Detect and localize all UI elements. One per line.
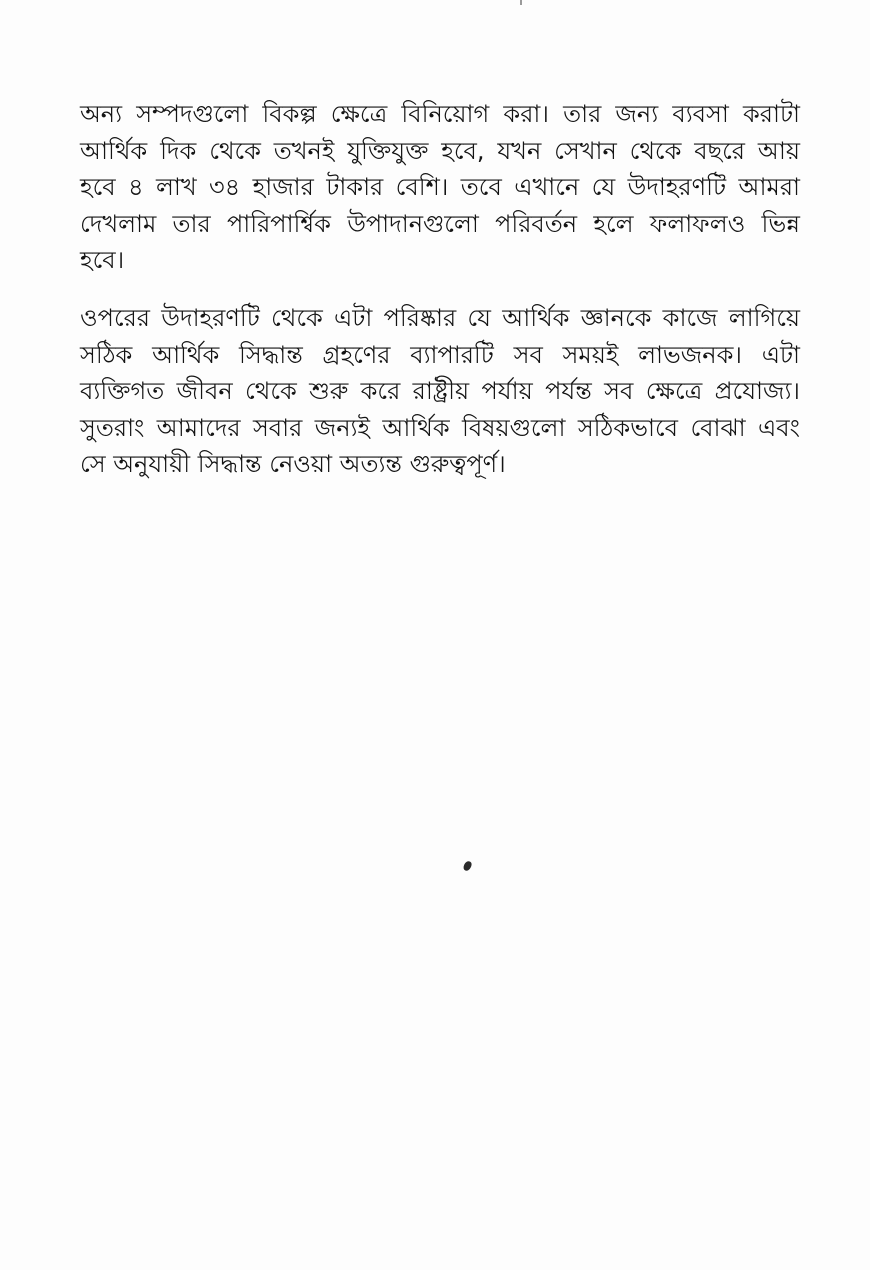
paragraph-line: হবে।	[80, 246, 125, 274]
paragraph-1	[80, 96, 800, 279]
paragraph-line: হবে ৪ লাখ ৩৪ হাজার টাকার বেশি। তবে এখানে যে উদাহরণটি আমরা	[80, 173, 800, 201]
paragraph-line: ওপরের উদাহরণটি থেকে এটা পরিষ্কার যে আর্থিক জ্ঞানকে কাজে লাগিয়ে	[80, 304, 800, 332]
ink-speck	[462, 860, 473, 872]
paragraph-line: সে অনুযায়ী সিদ্ধান্ত নেওয়া অত্যন্ত গুরুত্বপূর্ণ।	[80, 450, 506, 478]
paragraph-line: সুতরাং আমাদের সবার জন্যই আর্থিক বিষয়গুলো সঠিকভাবে বোঝা এবং	[80, 413, 800, 442]
paragraph-2	[80, 300, 800, 483]
paragraph-line: দেখলাম তার পারিপার্শ্বিক উপাদানগুলো পরিবর্তন হলে ফলাফলও ভিন্ন	[80, 209, 800, 238]
paragraph-line: আর্থিক দিক থেকে তখনই যুক্তিযুক্ত হবে, যখন সেখান থেকে বছরে আয়	[80, 136, 800, 165]
paragraph-line: সঠিক আর্থিক সিদ্ধান্ত গ্রহণের ব্যাপারটি সব সময়ই লাভজনক। এটা	[80, 340, 800, 369]
paragraph-line: ব্যক্তিগত জীবন থেকে শুরু করে রাষ্ট্রীয় পর্যায় পর্যন্ত সব ক্ষেত্রে প্রযোজ্য।	[80, 377, 800, 405]
page-edge-mark	[520, 0, 522, 5]
paragraph-line: অন্য সম্পদগুলো বিকল্প ক্ষেত্রে বিনিয়োগ করা। তার জন্য ব্যবসা করাটা	[80, 100, 800, 128]
